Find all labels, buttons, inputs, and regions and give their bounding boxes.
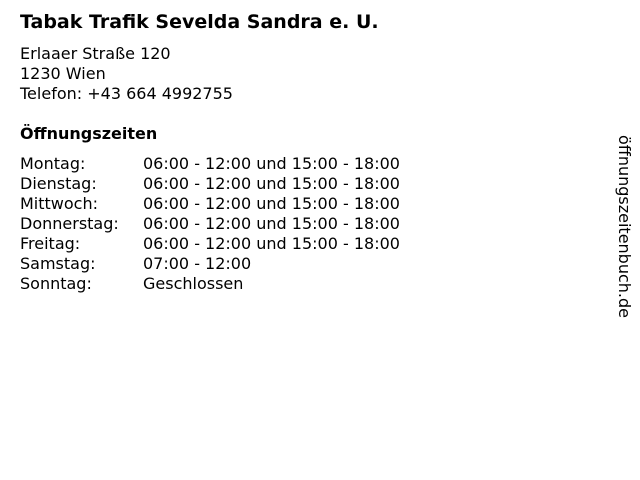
site-brand-text: öffnungszeitenbuch.de [615, 135, 634, 318]
hours-row-wednesday [20, 194, 400, 214]
day-label: Sonntag: [20, 274, 92, 293]
time-value: 06:00 - 12:00 und 15:00 - 18:00 [143, 234, 400, 253]
time-value: Geschlossen [143, 274, 244, 293]
day-label: Mittwoch: [20, 194, 98, 213]
hours-row-saturday [20, 254, 400, 274]
hours-row-sunday [20, 274, 400, 294]
day-label: Dienstag: [20, 174, 97, 193]
time-value: 06:00 - 12:00 und 15:00 - 18:00 [143, 174, 400, 193]
city-address: 1230 Wien [20, 64, 106, 83]
time-value: 07:00 - 12:00 [143, 254, 252, 273]
business-name: Tabak Trafik Sevelda Sandra e. U. [20, 11, 379, 33]
day-label: Donnerstag: [20, 214, 119, 233]
phone-number: Telefon: +43 664 4992755 [20, 84, 233, 103]
opening-hours-heading: Öffnungszeiten [20, 124, 158, 143]
hours-row-monday [20, 154, 400, 174]
time-value: 06:00 - 12:00 und 15:00 - 18:00 [143, 194, 400, 213]
street-address: Erlaaer Straße 120 [20, 44, 171, 63]
hours-row-thursday [20, 214, 400, 234]
time-value: 06:00 - 12:00 und 15:00 - 18:00 [143, 214, 400, 233]
hours-row-friday [20, 234, 400, 254]
day-label: Montag: [20, 154, 86, 173]
opening-hours-list [20, 154, 400, 294]
time-value: 06:00 - 12:00 und 15:00 - 18:00 [143, 154, 400, 173]
day-label: Samstag: [20, 254, 96, 273]
address-block [20, 44, 233, 104]
day-label: Freitag: [20, 234, 81, 253]
hours-row-tuesday [20, 174, 400, 194]
